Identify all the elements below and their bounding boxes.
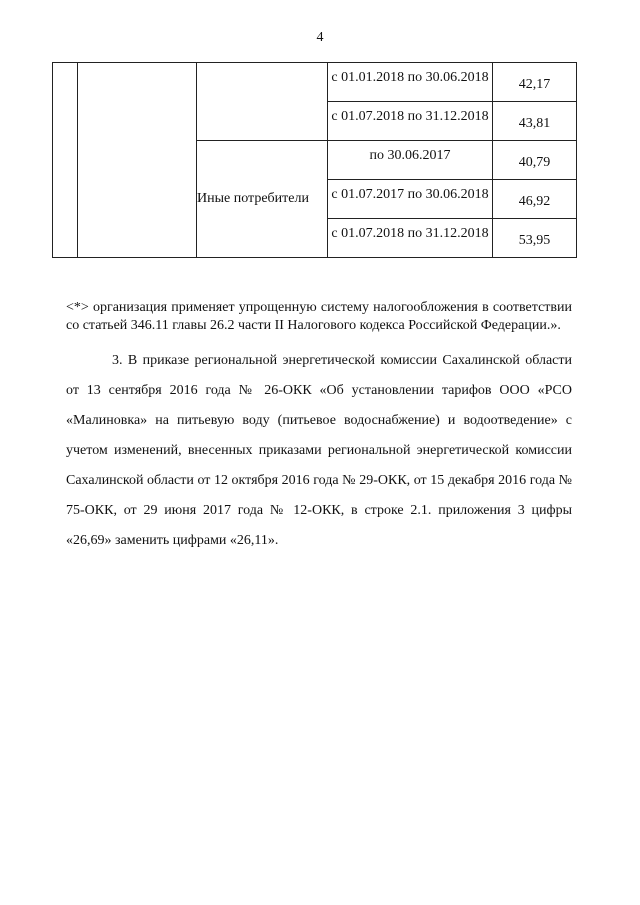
table-cell-period: с 01.01.2018 по 30.06.2018 bbox=[328, 63, 493, 102]
table-cell-period: с 01.07.2018 по 31.12.2018 bbox=[328, 219, 493, 258]
value-text: 53,95 bbox=[518, 233, 551, 248]
table-cell-value bbox=[493, 63, 577, 102]
table-cell-value bbox=[493, 141, 577, 180]
value-text: 43,81 bbox=[518, 116, 551, 131]
value-text: 40,79 bbox=[518, 155, 551, 170]
footnote bbox=[66, 299, 572, 335]
table-cell-value bbox=[493, 180, 577, 219]
table-cell-value bbox=[493, 102, 577, 141]
table-cell-period: с 01.07.2017 по 30.06.2018 bbox=[328, 180, 493, 219]
tariff-table bbox=[52, 62, 577, 258]
value-text: 46,92 bbox=[518, 194, 551, 209]
table-cell-empty bbox=[78, 63, 197, 258]
footnote-text: <*> организация применяет упрощенную систему налогообложения в соответствии со статьей 346.11 главы 26.2 части II Налогового кодекса Российской Федерации.». bbox=[66, 300, 572, 333]
table-row bbox=[53, 63, 577, 102]
paragraph-3 bbox=[66, 346, 572, 556]
table-cell-empty bbox=[53, 63, 78, 258]
table-cell-empty bbox=[197, 63, 328, 141]
paragraph-text: 3. В приказе региональной энергетической комиссии Сахалинской области от 13 сентября 2016 года № 26-ОКК «Об установлении тарифов ООО «РСО «Малиновка» на питьевую воду (питьевое водоснабжение) и водоотведение» с учетом изменений, внесенных приказами региональной энергетической комиссии Сахалинской области от 12 октября 2016 года № 29-ОКК, от 15 декабря 2016 года № 75-ОКК, от 29 июня 2017 года № 12-ОКК, в строке 2.1. приложения 3 цифры «26,69» заменить цифрами «26,11». bbox=[66, 353, 572, 548]
table-cell-period: по 30.06.2017 bbox=[328, 141, 493, 180]
table-cell-consumer: Иные потребители bbox=[197, 141, 328, 258]
table-cell-period: с 01.07.2018 по 31.12.2018 bbox=[328, 102, 493, 141]
page-number: 4 bbox=[316, 30, 324, 45]
value-text: 42,17 bbox=[518, 77, 551, 92]
table-cell-value bbox=[493, 219, 577, 258]
